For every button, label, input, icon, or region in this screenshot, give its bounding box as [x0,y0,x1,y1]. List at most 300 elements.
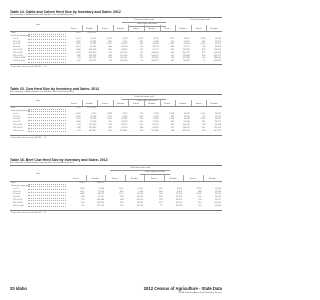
table-14-note: [For meaning of abbreviations and symbols, see introductory text.] [10,14,74,16]
cell-value: 1,566 [79,193,85,196]
cell-value: 790 [202,46,206,49]
cell-value: 39,622 [175,198,182,201]
cell-value: 44,519 [136,204,143,207]
cell-value: 15,408 [90,115,97,118]
cell-value: 1,075 [75,51,81,54]
table-14-title: Table 14. Cattle and Calves Herd Size by Inventory and Sales: 2012 [10,10,121,14]
column-header: Number [130,178,138,181]
column-header: Number [117,103,125,106]
column-header: Number [85,103,93,106]
cell-value: 1,210 [106,118,112,121]
row-label: Total [11,107,16,110]
cell-value: 134,009 [96,201,104,204]
cell-value: 710 [139,46,143,49]
cell-value: 1,095 [75,115,81,118]
column-header: Number [210,28,218,31]
cell-value: 792 [198,196,202,199]
census-subtitle: USDA, National Agricultural Statistics Service [177,291,222,294]
row-label: Farms by inventory of [11,109,31,112]
cell-value: 1,069 [137,37,143,40]
cell-value: 105 [170,60,175,63]
cell-value: 700 [198,198,202,201]
row-label: Farms by inventory of [11,184,31,187]
cell-value: 3,901 [176,187,182,190]
cell-value: 812 [108,115,112,118]
table-15-grid [10,94,222,139]
cell-value: 396 [108,54,112,57]
table-15-title: Table 15. Cow Herd Size by Inventory and Sales: 2012 [10,87,100,91]
cell-value: 104,411 [182,123,190,126]
cell-value: 793 [81,198,85,201]
cell-value: 48,902 [97,193,104,196]
cell-value: 55,021 [152,126,159,129]
cell-value: 281,776 [182,51,190,54]
cell-value: 1,207 [196,193,202,196]
cell-value: 107,245 [96,204,104,207]
cell-value: 601 [139,123,143,126]
cell-value: 14,301 [183,40,190,43]
cell-value: 1,177 [118,193,124,196]
table-row [10,60,222,63]
cell-value: 630 [159,190,163,193]
column-header: Farms [189,178,196,181]
cell-value: 801 [120,190,124,193]
table-14-footer: Farms with sales less than $1,000 ... 10 [11,65,47,68]
cell-value: 1,471 [118,187,124,190]
cell-value: 4,133 [153,37,159,40]
cell-value: 13,280 [214,190,221,193]
cell-value: 5,014 [122,112,128,115]
cell-value: 667 [139,40,143,43]
row-label: Total [11,182,16,185]
column-header: Number [169,178,177,181]
cell-value: 128,455 [182,48,190,51]
cell-value: 2,177 [75,37,81,40]
cell-value: 230 [202,57,206,60]
cell-value: 48,910 [136,198,143,201]
cell-value: 35,108 [121,46,128,49]
row-label: 50 to 99 [13,196,21,199]
cell-value: 9,408 [98,187,104,190]
cell-value: 643,837 [88,129,97,132]
cell-value: 97 [203,60,206,63]
cell-value: 55,806 [214,46,221,49]
cell-value: 260 [108,129,112,132]
cell-value: 20,413 [121,43,128,46]
cell-value: 311,438 [182,57,190,60]
cell-value: 174 [139,57,143,60]
column-header: Farms [111,178,118,181]
cell-value: 128 [120,204,124,207]
cell-value: 641 [139,115,143,118]
cell-value: 138,201 [182,126,190,129]
cell-value: 286,005 [213,57,221,60]
cell-value: 22,601 [121,118,128,121]
cell-value: 313 [77,129,81,132]
row-label: 50 to 99 [13,121,21,124]
cell-value: 384 [139,126,143,129]
cell-value: 486,122 [96,182,104,185]
row-label: 10 to 19 [13,40,21,43]
cell-value: 39,215 [214,193,221,196]
cell-value: 866 [198,190,202,193]
cell-value: 93,400 [214,204,221,207]
cell-value: 788 [170,123,175,126]
cell-value: 406,752 [88,57,97,60]
column-header: Number [148,103,156,106]
column-header: Farms [195,28,202,31]
cell-value: 1,080 [200,118,206,121]
cell-value: 330,124 [88,54,97,57]
cell-value: 7,944 [137,190,143,193]
cell-value: 962 [159,187,163,190]
table-14-group-2: Other cattle and calves [136,22,158,25]
cell-value: 154 [81,204,85,207]
row-label: 20 to 49 [13,43,21,46]
cell-value: 161,306 [151,129,159,132]
cell-value: 252 [170,57,175,60]
cell-value: 114,932 [213,48,221,51]
cell-value: 149,208 [88,48,97,51]
cell-value: 732 [108,123,112,126]
column-header: Number [179,28,187,31]
table-16 [10,158,222,214]
column-header: Farms [164,28,171,31]
row-label: 2,500 or more [13,60,26,63]
cell-value: 1,234 [169,118,175,121]
cell-value: 7,512 [75,107,81,110]
cell-value: 30,842 [136,196,143,199]
row-label: 200 to 499 [13,126,23,129]
cell-value: 1,102 [200,43,206,46]
cell-value: 10,822 [214,112,221,115]
row-label: 1,000 to 2,499 [13,57,26,60]
cell-value: 126,740 [213,126,221,129]
cell-value: 41,508 [183,43,190,46]
cell-value: 1,120 [200,112,206,115]
cell-value: 1,629 [75,43,81,46]
cell-value: 53,317 [214,121,221,124]
cell-value: 2,010 [75,112,81,115]
row-label: 500 or more [13,204,24,207]
cell-value: 1,073,260 [87,107,97,110]
cell-value: 16,108 [214,37,221,40]
column-header: Farms [102,28,108,31]
cell-value: 760 [202,121,206,124]
cell-value: 74,509 [90,46,97,49]
column-header: Farms [164,103,171,106]
cell-value: 17,780 [152,118,159,121]
cell-value: 106,338 [96,198,104,201]
cell-value: 845 [170,121,175,124]
cell-value: 548 [77,126,81,129]
cell-value: 33,812 [175,204,182,207]
cell-value: 93,906 [214,123,221,126]
cell-value: 61 [140,60,143,63]
cell-value: 690 [139,121,143,124]
cell-value: 288 [170,129,175,132]
cell-value: 141,509 [120,54,128,57]
cell-value: 1,071 [79,190,85,193]
column-header: Number [208,178,216,181]
table-16-item-header: Item [36,172,40,175]
cell-value: 1,488 [106,112,112,115]
cell-value: 485,102 [182,129,190,132]
column-header: Farms [70,28,77,31]
cell-value: 462 [108,126,112,129]
cell-value: 826 [202,48,206,51]
table-16-group-2: Other cattle and calves [144,170,166,173]
cell-value: 17,406 [175,193,182,196]
cell-value: 437 [170,54,175,57]
page-number: 20 Idaho [10,286,27,291]
cell-value: 861 [108,48,112,51]
row-label: Farms by inventory of [11,34,31,37]
cell-value: 37,419 [214,43,221,46]
cell-value: 480 [77,54,81,57]
cell-value: 766 [120,196,124,199]
cell-value: 118,302 [151,57,159,60]
cell-value: 11,903 [183,112,190,115]
row-label: 20 to 49 [13,118,21,121]
cell-value: 165,011 [120,57,128,60]
cell-value: 985 [139,43,143,46]
cell-value: 92,817 [214,198,221,201]
column-header: Number [91,178,99,181]
cell-value: 116,218 [213,201,221,204]
cell-value: 27,550 [152,121,159,124]
cell-value: 12,601 [214,40,221,43]
cell-value: 2,329,591 [87,32,97,35]
cell-value: 1,982 [79,187,85,190]
table-14-item-header: Item [36,23,40,26]
cell-value: 65,117 [98,196,104,199]
cell-value: 264,508 [120,60,128,63]
row-label: 100 to 199 [13,123,23,126]
cell-value: 52,281 [90,43,97,46]
cell-value: 952,595 [88,60,97,63]
row-label: 200 to 499 [13,201,23,204]
cell-value: 121,645 [88,123,97,126]
cell-value: 115 [77,60,81,63]
cell-value: 45,901 [175,201,182,204]
column-header: Number [210,103,218,106]
row-label: Total [11,32,16,35]
cell-value: 6,983 [79,182,85,185]
column-header: Farms [102,103,108,106]
table-16-title: Table 16. Beef Cow Herd Size by Inventory and Sales: 2012 [10,158,108,162]
cell-value: 10,118 [90,37,97,40]
row-label: 1 to 9 [13,187,19,190]
table-15-group-1: Cattle and calves sold [134,96,154,99]
cell-value: 141 [198,204,202,207]
column-header: Number [85,28,93,31]
cell-value: 817 [108,121,112,124]
cell-value: 3,978 [153,112,159,115]
cell-value: 273,600 [182,54,190,57]
row-label: 200 to 499 [13,51,23,54]
cell-value: 1,066 [75,48,81,51]
cell-value: 6,204 [153,115,159,118]
cell-value: 59,030 [183,121,190,124]
table-14 [10,10,222,68]
row-label: 100 to 199 [13,48,23,51]
cell-value: 278 [77,57,81,60]
cell-value: 21,990 [136,193,143,196]
cell-value: 702,844 [213,60,221,63]
cell-value: 8,103 [122,115,128,118]
cell-value: 17,094 [90,40,97,43]
cell-value: 805 [202,40,206,43]
cell-value: 454 [81,201,85,204]
column-header: Farms [195,103,202,106]
table-16-group-1: Cattle and calves sold [130,167,150,170]
cell-value: 40,118 [183,118,190,121]
table-14-grid [10,17,222,68]
cell-value: 14,612 [183,37,190,40]
cell-value: 12,097 [214,115,221,118]
row-label: 1 to 9 [13,37,19,40]
cell-value: 13,516 [183,115,190,118]
cell-value: 97 [160,204,163,207]
table-row [10,205,222,208]
table-15-note: [For meaning of abbreviations and symbols, see introductory text.] [10,91,74,93]
cell-value: 911 [170,40,175,43]
column-header: Farms [133,28,140,31]
cell-value: 18,244 [152,43,159,46]
cell-value: 256,193 [213,51,221,54]
column-header: Number [117,28,125,31]
column-header: Farms [133,103,140,106]
cell-value: 118,406 [151,51,159,54]
cell-value: 44,710 [152,123,159,126]
table-15-footer: Farms with sales less than $1,000 ... 15 [11,136,47,139]
row-label: 100 to 199 [13,198,23,201]
row-label: 1 to 9 [13,112,19,115]
cell-value: 36,552 [214,118,221,121]
cell-value: 265 [202,129,206,132]
table-15-item-header: Item [36,99,40,102]
table-15-group-2: Other cattle and calves [136,99,158,102]
cell-value: 58,304 [136,201,143,204]
row-label: 50 to 99 [13,46,21,49]
cell-value: 419 [198,201,202,204]
cell-value: 28,913 [152,46,159,49]
cell-value: 1,034 [75,121,81,124]
cell-value: 249,157 [213,54,221,57]
cell-value: 62,017 [183,46,190,49]
cell-value: 712 [139,48,143,51]
column-header: Farms [150,178,157,181]
cell-value: 15,103 [97,190,104,193]
cell-value: 243,917 [151,60,159,63]
column-header: Number [179,103,187,106]
cell-value: 846 [108,46,112,49]
cell-value: 941 [159,193,163,196]
cell-value: 336,910 [88,51,97,54]
cell-value: 973 [139,112,143,115]
cell-value: 33,218 [121,121,128,124]
cell-value: 1,336 [196,187,202,190]
cell-value: 9,097 [75,32,81,35]
table-15 [10,87,222,139]
column-header: Farms [70,103,77,106]
cell-value: 1,248 [200,37,206,40]
cell-value: 533 [159,198,163,201]
cell-value: 739,260 [182,60,190,63]
cell-value: 915 [108,51,112,54]
cell-value: 389 [120,201,124,204]
cell-value: 6,102 [176,190,182,193]
cell-value: 1,287 [169,43,175,46]
cell-value: 320 [159,201,163,204]
cell-value: 55,127 [152,48,159,51]
cell-value: 9,612 [91,112,97,115]
cell-value: 68,344 [121,48,128,51]
cell-value: 1,653 [106,37,112,40]
cell-value: 11,644 [215,187,221,190]
cell-value: 773 [202,115,206,118]
cell-value: 648 [159,196,163,199]
cell-value: 880 [170,115,175,118]
cell-value: 960 [139,118,143,121]
cell-value: 317 [139,54,143,57]
cell-value: 872 [202,51,206,54]
row-label: 10 to 19 [13,190,21,193]
cell-value: 705 [202,123,206,126]
cell-value: 447,311 [213,129,221,132]
row-label: 20 to 49 [13,193,21,196]
cell-value: 4,917 [137,187,143,190]
row-label: 500 or more [13,129,24,132]
census-title: 2012 Census of Agriculture - State Data [143,286,222,291]
cell-value: 1,071 [75,46,81,49]
cell-value: 1,611 [75,118,81,121]
cell-value: 55,902 [121,123,128,126]
cell-value: 1,201 [106,43,112,46]
cell-value: 968 [170,51,175,54]
table-row [10,130,222,133]
cell-value: 210,447 [120,129,128,132]
cell-value: 1,358 [169,112,175,115]
cell-value: 198 [139,129,143,132]
cell-value: 1,206 [75,40,81,43]
table-16-footer: Farms with sales less than $1,000 ... 22 [11,211,47,214]
cell-value: 106,221 [151,54,159,57]
cell-value: 145,702 [120,51,128,54]
cell-value: 963 [81,196,85,199]
cell-value: 930 [170,48,175,51]
table-16-note: [For meaning of abbreviations and symbols, see introductory text.] [10,162,74,164]
cell-value: 226 [108,57,112,60]
cell-value: 451 [202,126,206,129]
cell-value: 1,471 [169,37,175,40]
cell-value: 70,216 [90,121,97,124]
cell-value: 50,210 [90,118,97,121]
table-16-grid [10,165,222,214]
cell-value: 162,332 [88,126,97,129]
cell-value: 884 [170,46,175,49]
cell-value: 751 [139,51,143,54]
cell-value: 7,010 [122,40,128,43]
cell-value: 5,233 [122,37,128,40]
cell-value: 5,908 [153,40,159,43]
table-14-group-3: Cattle and calves sold [190,19,210,22]
table-14-group-1: Cattle and calves sold [134,19,154,22]
cell-value: 55,219 [214,196,221,199]
cell-value: 93 [109,60,112,63]
cell-value: 497 [170,126,175,129]
